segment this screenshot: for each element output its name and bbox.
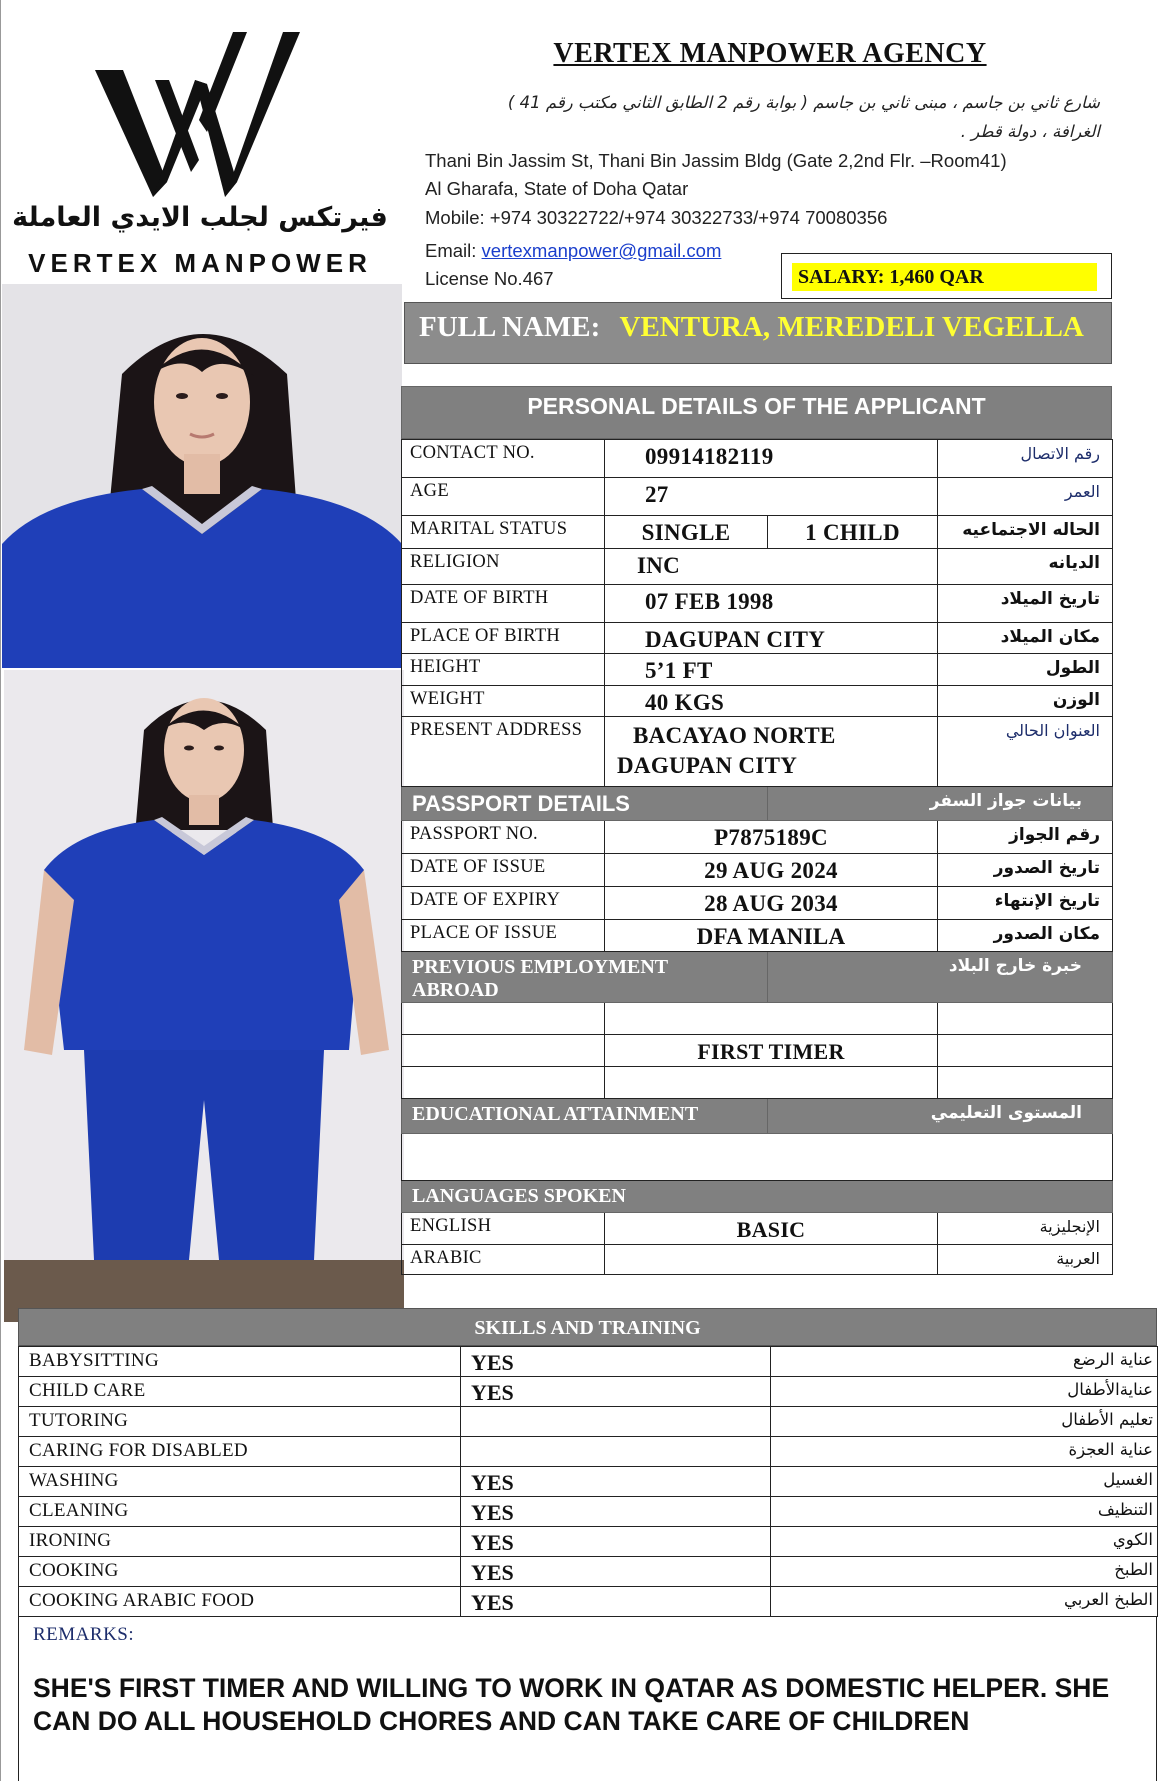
skill-row (19, 1377, 1158, 1407)
salary-box (781, 253, 1112, 299)
skill-value: YES (461, 1347, 771, 1377)
skill-arabic: الكوي (771, 1527, 1158, 1557)
height-value: 5’1 FT (605, 654, 938, 686)
place-label: PLACE OF ISSUE (402, 920, 605, 952)
marital-arabic: الحاله الاجتماعيه (938, 516, 1113, 549)
email-label: Email: (425, 240, 477, 261)
remarks-section (18, 1616, 1157, 1781)
logo-english-text: VERTEX MANPOWER (28, 248, 372, 278)
arabic-label: ARABIC (402, 1245, 605, 1275)
applicant-full-body-photo (4, 670, 404, 1322)
expiry-row (402, 887, 1113, 920)
skill-value: YES (461, 1557, 771, 1587)
languages-heading-row (402, 1181, 1113, 1213)
issue-value: 29 AUG 2024 (605, 854, 938, 887)
skill-label: CARING FOR DISABLED (19, 1437, 461, 1467)
full-name-label: FULL NAME: (419, 311, 601, 343)
skill-label: COOKING (19, 1557, 461, 1587)
religion-arabic: الديانه (938, 549, 1113, 585)
skill-row (19, 1467, 1158, 1497)
dob-value: 07 FEB 1998 (605, 585, 938, 623)
expiry-arabic: تاريخ الإنتهاء (938, 887, 1113, 920)
weight-label: WEIGHT (402, 686, 605, 717)
height-row (402, 654, 1113, 686)
arabic-row (402, 1245, 1113, 1275)
mobile-numbers: Mobile: +974 30322722/+974 30322733/+974 70080356 (425, 207, 888, 228)
employment-row-3 (402, 1067, 1113, 1099)
skill-label: IRONING (19, 1527, 461, 1557)
place-arabic: مكان الصدور (938, 920, 1113, 952)
skill-arabic: عناية الرضع (771, 1347, 1158, 1377)
contact-arabic: رقم الاتصال (938, 440, 1113, 478)
dob-row (402, 585, 1113, 623)
skills-section (18, 1308, 1157, 1617)
passport-no-label: PASSPORT NO. (402, 821, 605, 854)
passport-no-arabic: رقم الجواز (938, 821, 1113, 854)
employment-heading-row (402, 952, 1113, 1003)
education-heading-arabic: المستوى التعليمي (768, 1099, 1113, 1134)
passport-no-row (402, 821, 1113, 854)
personal-details-heading: PERSONAL DETAILS OF THE APPLICANT (401, 386, 1112, 439)
marital-row (402, 516, 1113, 549)
issue-label: DATE OF ISSUE (402, 854, 605, 887)
address-value (605, 717, 938, 787)
education-heading: EDUCATIONAL ATTAINMENT (402, 1099, 768, 1134)
skill-label: TUTORING (19, 1407, 461, 1437)
skills-table (18, 1346, 1158, 1617)
salary-text: SALARY: 1,460 QAR (792, 263, 1097, 291)
skill-label: COOKING ARABIC FOOD (19, 1587, 461, 1617)
skill-value: YES (461, 1377, 771, 1407)
address-arabic-line-1: شارع ثاني بن جاسم ، مبنى ثاني بن جاسم ( بوابة رقم 2 الطابق الثاني مكتب رقم 41 ) (507, 93, 1100, 112)
full-name-bar (404, 302, 1112, 364)
address-value-line-2: DAGUPAN CITY (617, 753, 798, 778)
english-value: BASIC (605, 1213, 938, 1245)
passport-no-value: P7875189C (605, 821, 938, 854)
agency-title: VERTEX MANPOWER AGENCY (553, 38, 987, 69)
skill-row (19, 1497, 1158, 1527)
arabic-arabic: العربية (938, 1245, 1113, 1275)
logo-arabic-text: فيرتكس لجلب الايدي العاملة (12, 202, 388, 233)
skill-row (19, 1527, 1158, 1557)
pob-row (402, 623, 1113, 654)
religion-row (402, 549, 1113, 585)
skill-arabic: الطبخ (771, 1557, 1158, 1587)
place-row (402, 920, 1113, 952)
license-number: License No.467 (425, 268, 554, 289)
personal-details-section (401, 386, 1112, 1275)
weight-row (402, 686, 1113, 717)
skill-row (19, 1587, 1158, 1617)
address-english-line-2: Al Gharafa, State of Doha Qatar (425, 178, 689, 199)
age-label: AGE (402, 478, 605, 516)
email-line (425, 240, 721, 262)
skill-label: BABYSITTING (19, 1347, 461, 1377)
height-label: HEIGHT (402, 654, 605, 686)
skill-label: CHILD CARE (19, 1377, 461, 1407)
employment-row-1 (402, 1003, 1113, 1035)
skill-value (461, 1437, 771, 1467)
age-arabic: العمر (938, 478, 1113, 516)
expiry-value: 28 AUG 2034 (605, 887, 938, 920)
passport-heading: PASSPORT DETAILS (402, 787, 768, 821)
religion-value: INC (605, 549, 938, 585)
address-label: PRESENT ADDRESS (402, 717, 605, 787)
education-row (402, 1134, 1113, 1181)
height-arabic: الطول (938, 654, 1113, 686)
skill-label: WASHING (19, 1467, 461, 1497)
address-english-line-1: Thani Bin Jassim St, Thani Bin Jassim Bldg (Gate 2,2nd Flr. –Room41) (425, 150, 1007, 171)
skill-row (19, 1437, 1158, 1467)
dob-label: DATE OF BIRTH (402, 585, 605, 623)
children-value: 1 CHILD (768, 516, 938, 549)
skill-row (19, 1347, 1158, 1377)
pob-value: DAGUPAN CITY (605, 623, 938, 654)
english-label: ENGLISH (402, 1213, 605, 1245)
email-link[interactable]: vertexmanpower@gmail.com (481, 240, 722, 261)
skill-arabic: الغسيل (771, 1467, 1158, 1497)
place-value: DFA MANILA (605, 920, 938, 952)
employment-heading: PREVIOUS EMPLOYMENT ABROAD (402, 952, 768, 1003)
address-arabic: العنوان الحالي (938, 717, 1113, 787)
weight-arabic: الوزن (938, 686, 1113, 717)
contact-row (402, 440, 1113, 478)
agency-logo (0, 20, 400, 285)
employment-row-2 (402, 1035, 1113, 1067)
age-value: 27 (605, 478, 938, 516)
skill-value: YES (461, 1497, 771, 1527)
expiry-label: DATE OF EXPIRY (402, 887, 605, 920)
pob-label: PLACE OF BIRTH (402, 623, 605, 654)
issue-row (402, 854, 1113, 887)
skill-value: YES (461, 1467, 771, 1497)
skill-row (19, 1557, 1158, 1587)
personal-details-table (401, 439, 1113, 1275)
skill-label: CLEANING (19, 1497, 461, 1527)
languages-heading: LANGUAGES SPOKEN (402, 1181, 1113, 1213)
employment-heading-arabic: خبرة خارج البلاد (768, 952, 1113, 1003)
marital-value: SINGLE (605, 516, 768, 549)
employment-value: FIRST TIMER (605, 1035, 938, 1067)
skill-arabic: الطبخ العربي (771, 1587, 1158, 1617)
address-arabic (420, 88, 1100, 146)
contact-label: CONTACT NO. (402, 440, 605, 478)
skill-arabic: عنايةالأطفال (771, 1377, 1158, 1407)
passport-heading-row (402, 787, 1113, 821)
skill-arabic: عناية العجزة (771, 1437, 1158, 1467)
english-arabic: الإنجليزية (938, 1213, 1113, 1245)
contact-value: 09914182119 (605, 440, 938, 478)
remarks-text: SHE'S FIRST TIMER AND WILLING TO WORK IN QATAR AS DOMESTIC HELPER. SHE CAN DO ALL HOUSEHOLD CHORES AND CAN TAKE CARE OF CHILDREN (33, 1673, 1110, 1736)
marital-label: MARITAL STATUS (402, 516, 605, 549)
religion-label: RELIGION (402, 549, 605, 585)
education-heading-row (402, 1099, 1113, 1134)
weight-value: 40 KGS (605, 686, 938, 717)
arabic-value (605, 1245, 938, 1275)
dob-arabic: تاريخ الميلاد (938, 585, 1113, 623)
skills-heading: SKILLS AND TRAINING (18, 1308, 1157, 1346)
address-row (402, 717, 1113, 787)
skill-value: YES (461, 1527, 771, 1557)
address-value-line-1: BACAYAO NORTE (633, 723, 836, 748)
address-arabic-line-2: الغرافة ، دولة قطر . (960, 122, 1100, 141)
remarks-label: REMARKS: (33, 1624, 135, 1645)
vertex-w-logo-icon (95, 32, 310, 202)
pob-arabic: مكان الميلاد (938, 623, 1113, 654)
issue-arabic: تاريخ الصدور (938, 854, 1113, 887)
english-row (402, 1213, 1113, 1245)
skill-arabic: تعليم الأطفال (771, 1407, 1158, 1437)
skill-value: YES (461, 1587, 771, 1617)
passport-heading-arabic: بيانات جواز السفر (768, 787, 1113, 821)
age-row (402, 478, 1113, 516)
full-name-value: VENTURA, MEREDELI VEGELLA (619, 311, 1084, 343)
skill-arabic: التنظيف (771, 1497, 1158, 1527)
skill-row (19, 1407, 1158, 1437)
skill-value (461, 1407, 771, 1437)
applicant-portrait-photo (2, 284, 402, 668)
